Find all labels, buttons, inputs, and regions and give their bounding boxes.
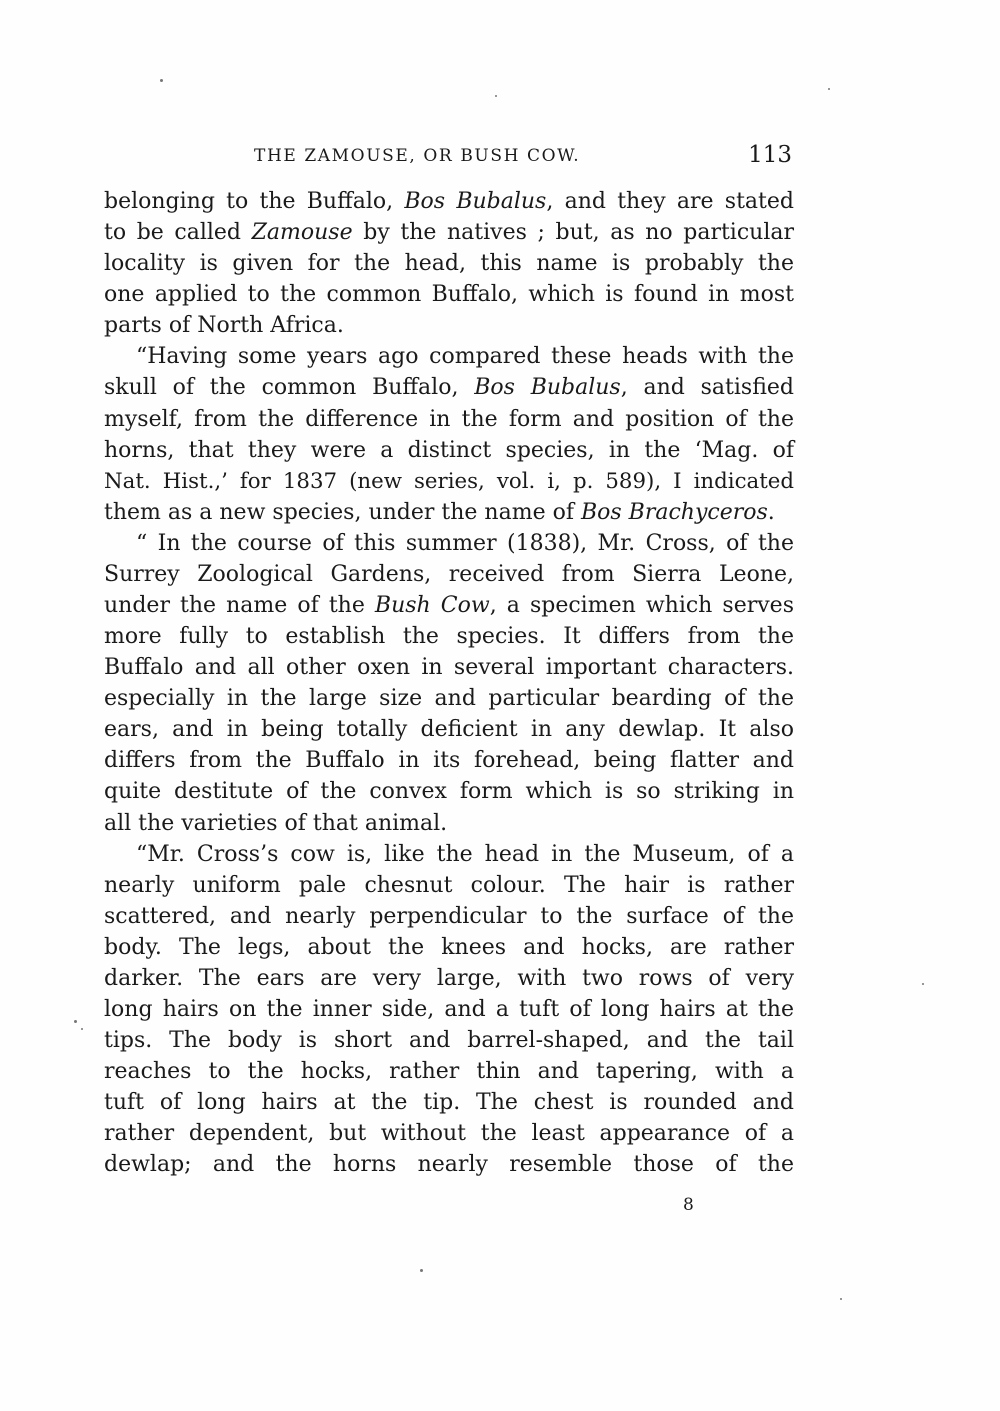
text-line: locality is given for the head, this name is probably the [104,251,794,277]
text-line: all the varieties of that animal. [104,810,448,836]
text-line: tips. The body is short and barrel-shaped, and the tail [104,1028,794,1054]
scan-speck [495,95,497,97]
text-line: “ In the course of this summer (1838), Mr. Cross, of the [136,530,794,556]
text-line: under the name of the Bush Cow, a specimen which serves [104,593,794,619]
text-line: Surrey Zoological Gardens, received from Sierra Leone, [104,561,794,587]
scan-speck [81,1028,83,1030]
text-line: “Having some years ago compared these heads with the [136,344,794,370]
text-line: dewlap; and the horns nearly resemble those of the [104,1152,794,1178]
scan-speck [840,1298,842,1300]
scan-speck [160,79,163,82]
text-line: darker. The ears are very large, with two rows of very [104,965,794,991]
text-line: rather dependent, but without the least appearance of a [104,1121,794,1147]
text-line: parts of North Africa. [104,313,344,339]
text-line: tuft of long hairs at the tip. The chest is rounded and [104,1090,794,1116]
text-line: ears, and in being totally deficient in any dewlap. It also [104,717,794,743]
scan-speck [922,983,924,985]
text-line: quite destitute of the convex form which is so striking in [104,779,794,805]
text-line: them as a new species, under the name of Bos Brachyceros. [104,499,775,525]
text-line: myself, from the difference in the form and position of the [104,406,794,432]
text-line: scattered, and nearly perpendicular to the surface of the [104,903,794,929]
signature-mark: 8 [683,1195,694,1215]
text-line: especially in the large size and particular bearding of the [104,686,794,712]
text-line: skull of the common Buffalo, Bos Bubalus, and satisfied [104,375,794,401]
text-line: “Mr. Cross’s cow is, like the head in the Museum, of a [136,841,794,867]
body-text [104,186,794,1181]
text-line: body. The legs, about the knees and hocks, are rather [104,934,794,960]
text-line: more fully to establish the species. It differs from the [104,624,794,650]
page-header [104,142,794,172]
text-line: Buffalo and all other oxen in several important characters. [104,655,794,681]
text-line: Nat. Hist.,’ for 1837 (new series, vol. i, p. 589), I indicated [104,468,794,494]
scan-speck [828,88,830,90]
running-head: THE ZAMOUSE, OR BUSH COW. [254,146,581,166]
text-line: one applied to the common Buffalo, which is found in most [104,282,794,308]
text-line: horns, that they were a distinct species, in the ‘Mag. of [104,437,794,463]
text-line: long hairs on the inner side, and a tuft of long hairs at the [104,997,794,1023]
text-line: to be called Zamouse by the natives ; but, as no particular [104,220,794,246]
text-line: nearly uniform pale chesnut colour. The hair is rather [104,872,794,898]
scan-speck [420,1269,423,1272]
page-number: 113 [748,142,792,168]
scan-speck [74,1020,77,1023]
text-line: belonging to the Buffalo, Bos Bubalus, and they are stated [104,189,794,214]
text-line: reaches to the hocks, rather thin and tapering, with a [104,1059,794,1085]
text-line: differs from the Buffalo in its forehead, being flatter and [104,748,794,774]
